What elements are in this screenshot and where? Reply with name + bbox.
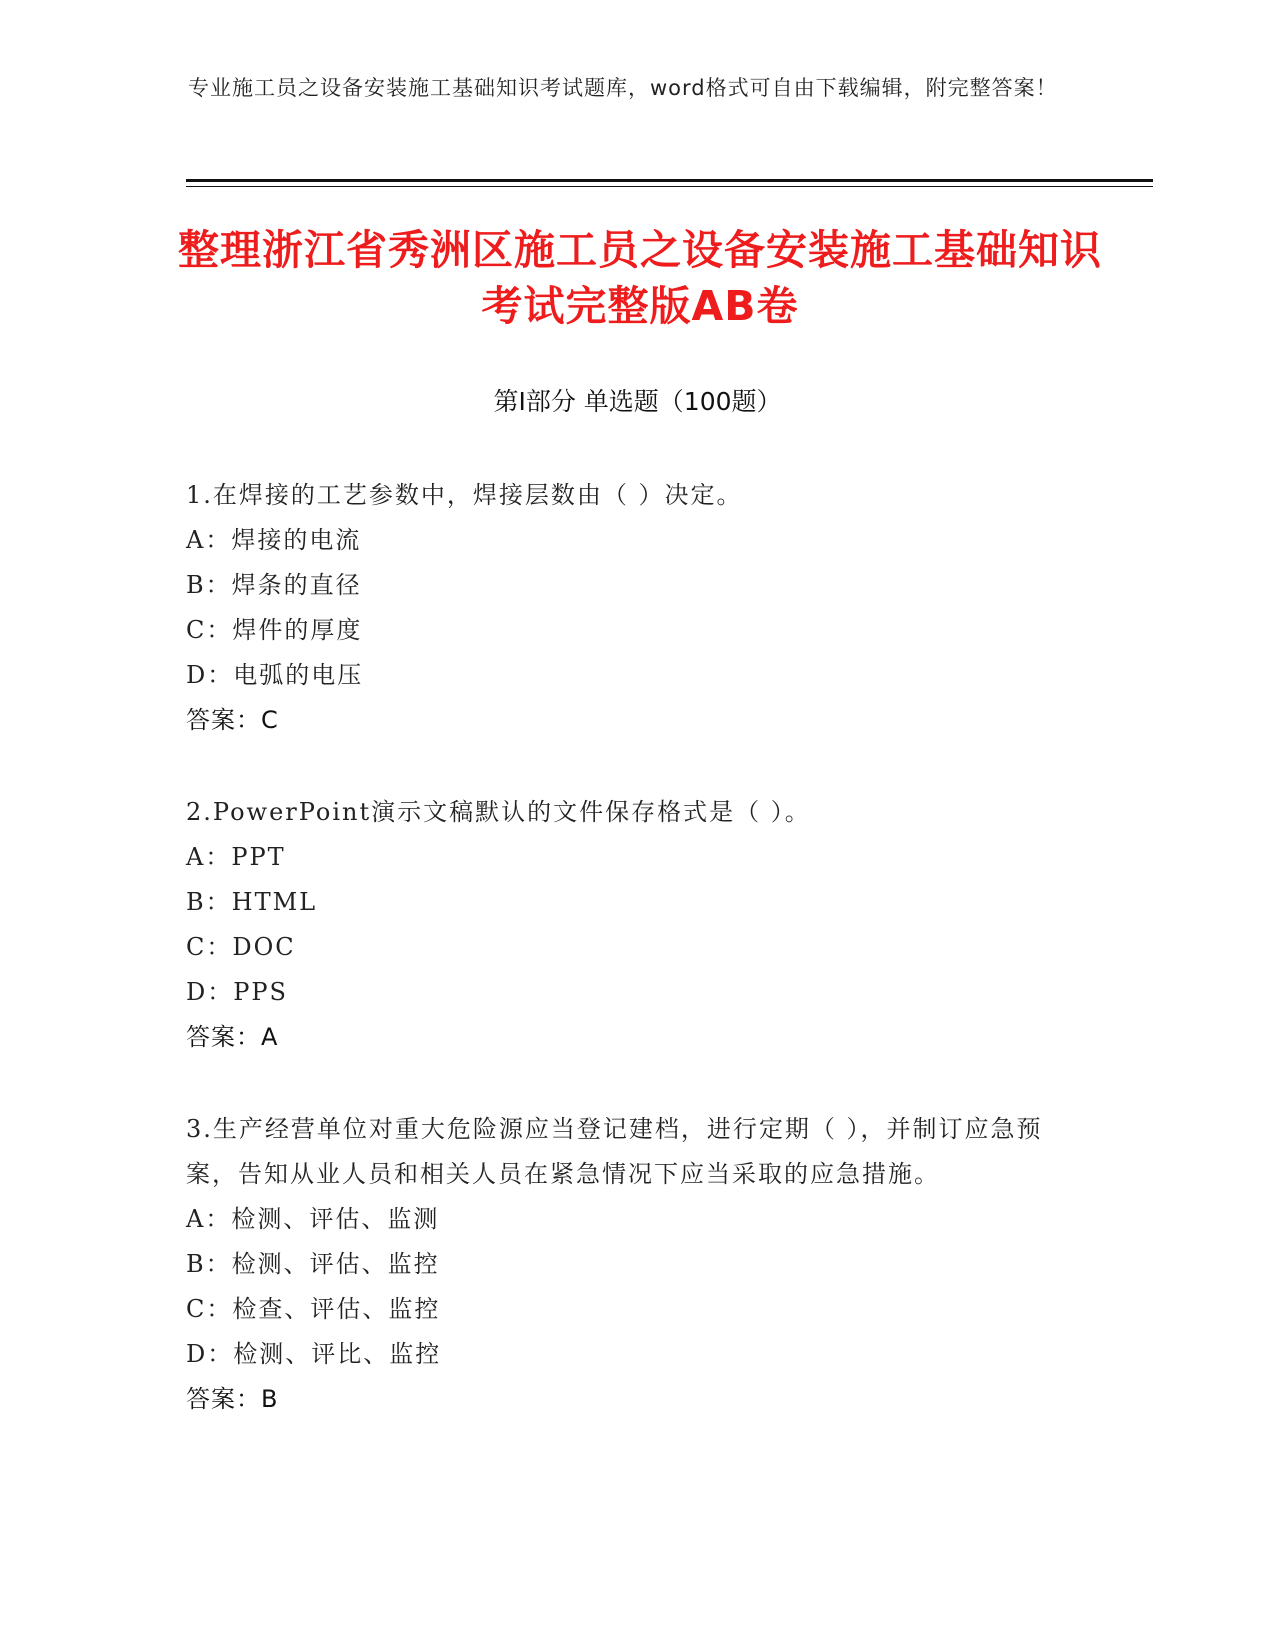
option-d: D：PPS xyxy=(186,978,288,1006)
header-divider-thick xyxy=(186,179,1153,182)
option-b: B：HTML xyxy=(186,888,318,916)
question-text: 1.在焊接的工艺参数中，焊接层数由（ ）决定。 xyxy=(186,481,743,509)
header-note: 专业施工员之设备安装施工基础知识考试题库，word格式可自由下载编辑，附完整答案！ xyxy=(188,76,1058,100)
question-block xyxy=(186,473,1066,743)
option-b: B：焊条的直径 xyxy=(186,571,362,599)
option-a: A：焊接的电流 xyxy=(186,526,362,554)
header-divider-thin xyxy=(186,186,1153,187)
option-d: D：检测、评比、监控 xyxy=(186,1340,442,1368)
option-d: D：电弧的电压 xyxy=(186,661,364,689)
section-title: 第Ⅰ部分 单选题（100题） xyxy=(493,387,782,416)
question-text: 2.PowerPoint演示文稿默认的文件保存格式是（ ）。 xyxy=(186,798,811,826)
answer-line: 答案：A xyxy=(186,1023,279,1051)
answer-line: 答案：B xyxy=(186,1385,279,1413)
question-text: 3.生产经营单位对重大危险源应当登记建档，进行定期（ ），并制订应急预案，告知从业人员和相关人员在紧急情况下应当采取的应急措施。 xyxy=(186,1115,1043,1188)
option-a: A：检测、评估、监测 xyxy=(186,1205,440,1233)
option-c: C：焊件的厚度 xyxy=(186,616,363,644)
answer-line: 答案：C xyxy=(186,706,279,734)
document-title: 整理浙江省秀洲区施工员之设备安装施工基础知识考试完整版AB卷 xyxy=(178,226,1102,330)
option-a: A：PPT xyxy=(186,843,286,871)
option-b: B：检测、评估、监控 xyxy=(186,1250,440,1278)
question-block xyxy=(186,1107,1066,1422)
option-c: C：DOC xyxy=(186,933,296,961)
option-c: C：检查、评估、监控 xyxy=(186,1295,441,1323)
question-block xyxy=(186,790,1066,1060)
